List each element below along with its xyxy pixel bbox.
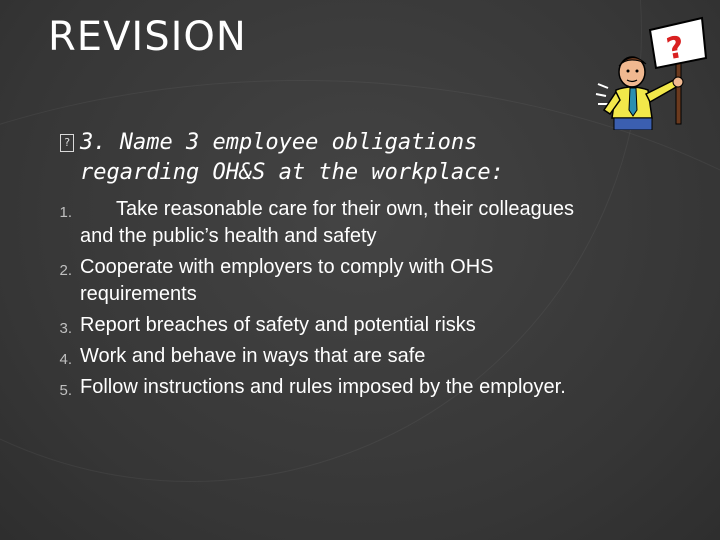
list-item-number: 2. bbox=[59, 262, 72, 279]
list-item-number: 3. bbox=[59, 320, 72, 337]
obligations-list bbox=[30, 196, 590, 405]
list-item bbox=[30, 343, 590, 370]
subheading bbox=[60, 128, 580, 188]
slide-title: REVISION bbox=[48, 14, 247, 60]
man-holding-question-sign-icon bbox=[590, 14, 710, 130]
subheading-text: 3. Name 3 employee obligations regarding OH&S at the workplace: bbox=[80, 130, 504, 185]
list-item-text: Report breaches of safety and potential risks bbox=[80, 314, 476, 336]
list-item-text: Follow instructions and rules imposed by the employer. bbox=[80, 376, 566, 398]
list-item bbox=[30, 254, 590, 308]
list-item-number: 4. bbox=[59, 351, 72, 368]
motion-lines bbox=[596, 84, 608, 104]
missing-glyph-bullet-icon: ? bbox=[60, 134, 74, 152]
list-item bbox=[30, 312, 590, 339]
list-item bbox=[30, 374, 590, 401]
sign-question-mark: ? bbox=[663, 29, 688, 68]
list-item-text: Take reasonable care for their own, their colleagues and the public’s health and safety bbox=[80, 198, 575, 247]
list-item-text: Cooperate with employers to comply with OHS requirements bbox=[80, 256, 494, 305]
list-item-number: 5. bbox=[59, 382, 72, 399]
list-item-text: Work and behave in ways that are safe bbox=[80, 345, 426, 367]
trousers bbox=[614, 118, 652, 130]
list-item bbox=[30, 196, 590, 250]
tie bbox=[629, 88, 637, 116]
list-item-number: 1. bbox=[59, 204, 72, 221]
